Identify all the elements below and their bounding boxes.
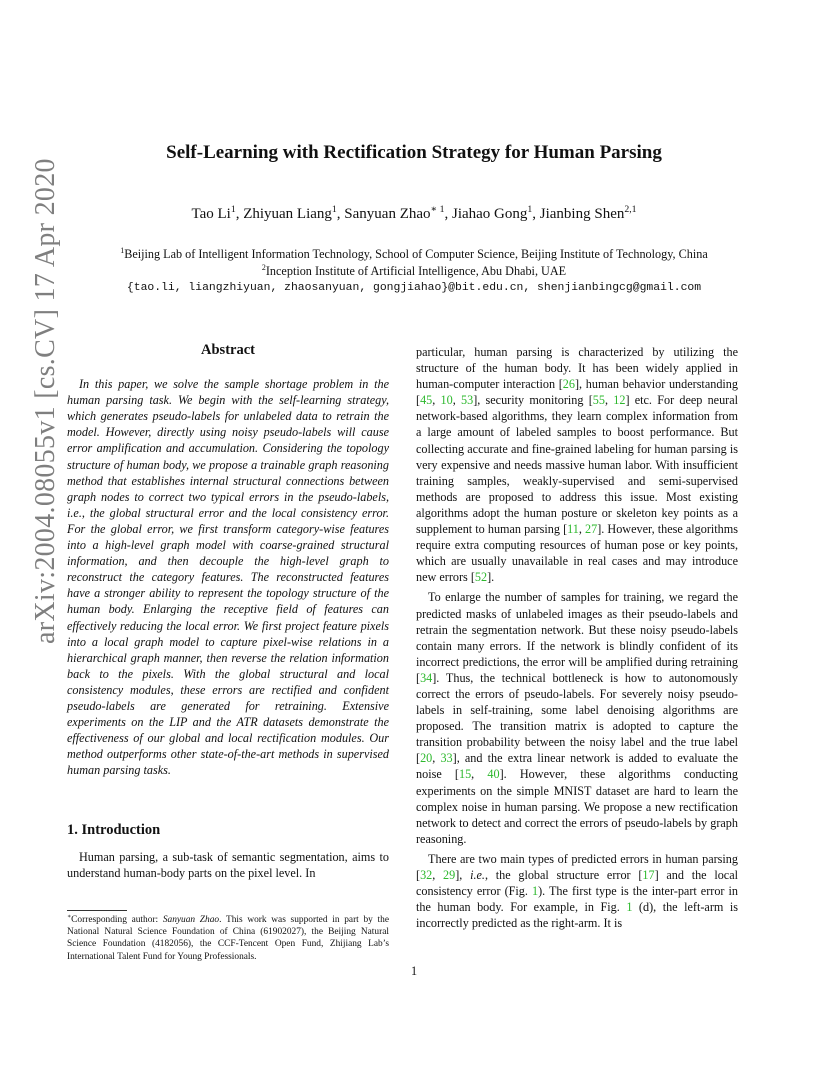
body-text: ], and the extra linear network is added to evaluate the noise [ [416,751,738,782]
body-text: , [578,522,586,537]
footnote-prefix: Corresponding author: [71,915,163,925]
right-column [416,344,738,935]
affiliation-line [0,263,828,280]
body-text: i.e. [470,868,485,882]
footnote [67,914,389,963]
body-text: , [432,868,444,882]
citation-link[interactable]: 20 [420,751,433,766]
affiliation-mark: 1 [120,245,125,255]
body-paragraph [416,589,738,847]
affiliation-line [0,246,828,263]
affiliation-text: Inception Institute of Artificial Intelligence, Abu Dhabi, UAE [265,264,567,278]
body-text: , [604,393,614,408]
body-text: ]. However, these algorithms conducting experiments on the simple MNIST dataset are hard to learn the complex noise in human parsing. We propose a new rectification network to detect and correct the errors of pseudo-labels by graph reasoning. [416,767,738,846]
citation-link[interactable]: 15 [458,767,472,782]
body-paragraph [416,851,738,931]
abstract-body: In this paper, we solve the sample shortage problem in the human parsing task. We begin with the self-learning strategy, which generates pseudo-labels for unlabeled data to retrain the model. However, directly using noisy pseudo-labels will cause error amplification and accumulation. Considering the topology structure of human body, we propose a trainable graph reasoning method that establishes internal structural connections between graph nodes to correct two typical errors in the pseudo-labels, i.e., the global structural error and the local consistency error. For the global error, we first transform category-wise features into a high-level graph model with coarse-grained structural information, and then decouple the high-level graph to reconstruct the category features. The reconstructed features have a stronger ability to represent the topology structure of the human body. Enlarging the receptive field of features can effectively reducing the local error. We first project feature pixels into a local graph model to capture pixel-wise relations in a hierarchical graph manner, then reverse the relation information back to the pixels. With the global structural and local consistency modules, these errors are rectified and confident pseudo-labels are generated for retraining. Extensive experiments on the LIP and the ATR datasets demonstrate the effectiveness of our global and local rectification modules. Our method outperforms other state-of-the-art methods in supervised human parsing tasks. [67,377,389,778]
body-text: ], human behavior understanding [ [416,377,738,408]
body-text: particular, human parsing is characterized by utilizing the structure of the human body. It has been widely applied in human-computer interaction [ [416,345,738,392]
citation-link[interactable]: 1 [531,884,539,899]
citation-link[interactable]: 53 [461,393,474,408]
author-affiliation-mark: ∗ 1 [430,204,445,215]
citation-link[interactable]: 34 [420,670,433,685]
body-text: (d), the left-arm is incorrectly predicted as the right-arm. It is [416,900,738,931]
arxiv-stamp: arXiv:2004.08055v1 [cs.CV] 17 Apr 2020 [30,158,61,644]
citation-link[interactable]: 29 [443,868,456,882]
author-emails: {tao.li, liangzhiyuan, zhaosanyuan, gongjiahao}@bit.edu.cn, shenjianbingcg@gmail.com [126,282,702,294]
body-text: , [432,751,441,766]
body-text: , [432,393,441,408]
body-text: ). The first type is the inter-part error in the human body. For example, in Fig. [416,884,738,915]
author-name: Jianbing Shen [539,206,625,222]
body-text: , the global structure error [ [484,868,643,882]
citation-link[interactable]: 45 [420,393,433,408]
paper-title: Self-Learning with Rectification Strategy for Human Parsing [166,142,662,163]
footnote-text: . This work was supported in part by the National Natural Science Foundation of China (61902027), the Beijing Natural Science Foundation (4182056), the CCF-Tencent Open Fund, Zhijiang Lab’s International Talent Fund for Young Professionals. [67,915,390,962]
body-text: ], [455,868,471,882]
citation-link[interactable]: 55 [592,393,605,408]
footnote-divider [67,910,127,911]
body-text: ] and the local consistency error (Fig. [416,868,739,899]
author-name: Zhiyuan Liang [243,206,332,222]
citation-link[interactable]: 27 [585,522,598,537]
citation-link[interactable]: 10 [440,393,453,408]
affiliation-text: Beijing Lab of Intelligent Information Technology, School of Computer Science, Beijing Institute of Technology, China [124,247,708,261]
author-affiliation-mark: 1 [331,204,337,215]
citation-link[interactable]: 12 [613,393,626,408]
citation-link[interactable]: 11 [567,522,579,537]
affiliations [0,246,828,297]
author-name: Tao Li [191,206,231,222]
intro-paragraph: Human parsing, a sub-task of semantic segmentation, aims to understand human-body parts on the pixel level. In [67,849,389,880]
citation-link[interactable]: 26 [562,377,575,392]
body-text: To enlarge the number of samples for training, we regard the predicted masks of unlabeled images as their pseudo-labels and retrain the segmentation network. But these noisy pseudo-labels contain many errors. If the network is blindly confident of its incorrect predictions, the error will be amplified during retraining [ [416,590,738,685]
body-text: ]. [487,570,495,585]
citation-link[interactable]: 33 [440,751,453,766]
body-text: There are two main types of predicted errors in human parsing [ [416,851,738,882]
author-affiliation-mark: 2,1 [624,204,637,215]
citation-link[interactable]: 17 [642,868,655,882]
author-affiliation-mark: 1 [527,204,533,215]
footnote-author: Sanyuan Zhao [162,915,220,925]
body-text: ]. Thus, the technical bottleneck is how to autonomously correct the errors of pseudo-labels. For severely noisy pseudo-labels in self-training, some label denoising algorithms are proposed. The transition matrix is adopted to capture the transition probability between the noisy label and the true label [ [416,670,738,766]
body-text: ]. However, these algorithms require extra computing resources of human pose or key points, which are usually unavailable in real cases and may introduce new errors [ [416,522,738,585]
section-heading-introduction: 1. Introduction [67,822,161,839]
body-paragraph [416,344,738,585]
left-column [67,342,389,881]
author-name: Jiahao Gong [451,206,528,222]
abstract-heading: Abstract [201,342,255,358]
body-text: , [471,767,488,782]
citation-link[interactable]: 40 [487,767,500,782]
citation-link[interactable]: 32 [420,868,433,882]
affiliation-mark: 2 [261,262,266,272]
body-text: ], security monitoring [ [473,393,593,408]
body-text: ] etc. For deep neural network-based algorithms, they learn complex information from a large amount of labeled samples to boost performance. But collecting accurate and fine-grained labeling for human parsing is very expensive and needs massive human labor. With insufficient training samples, weakly-supervised and semi-supervised methods are proposed to address this issue. Most existing algorithms adopt the human posture or skeleton key points as a supplement to human parsing [ [416,393,739,537]
citation-link[interactable]: 52 [474,570,488,585]
footnote-mark: ∗ [67,913,72,920]
author-affiliation-mark: 1 [230,204,236,215]
body-text: , [452,393,461,408]
citation-link[interactable]: 1 [626,900,633,915]
page-number: 1 [410,964,418,978]
author-list: Tao Li$^1$, Zhiyuan Liang$^1$, Sanyuan Zhao$^{∗ 1}$, Jiahao Gong$^1$, Jianbing Shen$^{2,1}$ [191,204,637,222]
author-name: Sanyuan Zhao [344,206,431,222]
